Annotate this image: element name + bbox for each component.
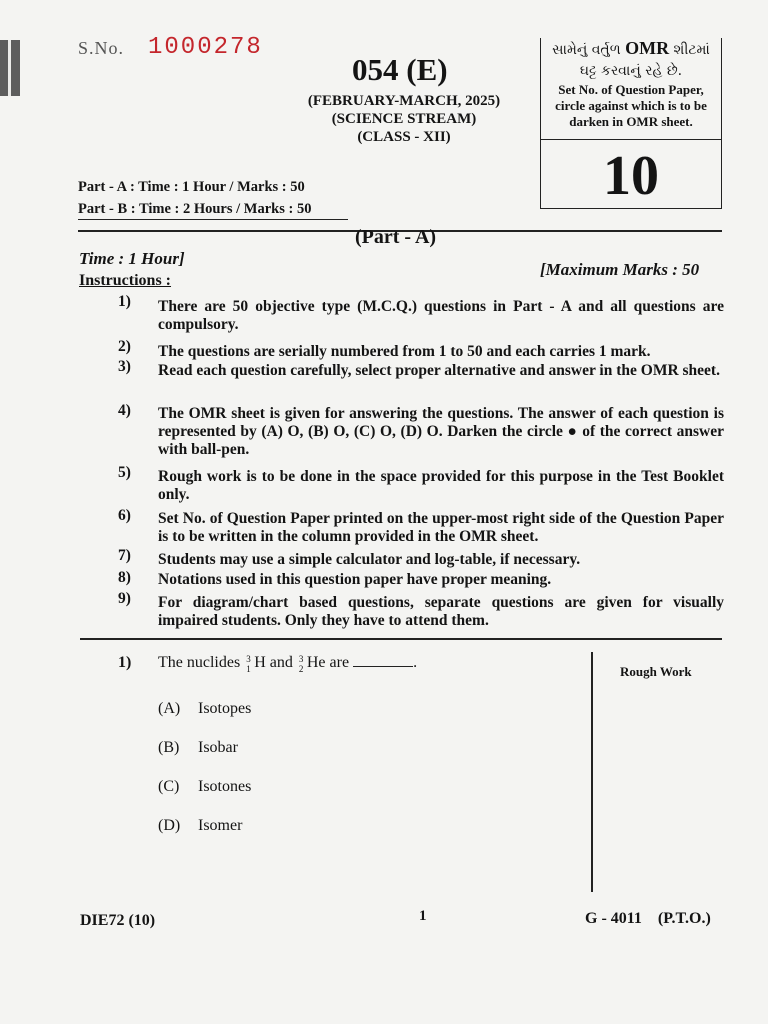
rough-work-label: Rough Work bbox=[620, 664, 692, 679]
gujarati-line2: ઘટ્ટ કરવાનું રહે છે. bbox=[579, 63, 683, 79]
instruction-text: The OMR sheet is given for answering the questions. The answer of each question is represented by (A) O, (B) O, (C) O, (D) O. Darken the circle ● of the correct answer with ball-pen. bbox=[158, 405, 724, 458]
nuclide-2-atomic: 2 bbox=[298, 664, 304, 674]
set-box-gujarati bbox=[541, 38, 721, 82]
seat-number-label: S.No. bbox=[78, 38, 125, 58]
nuclide-2-indices bbox=[297, 656, 307, 672]
option-label: (A) bbox=[158, 700, 181, 717]
gujarati-suffix: શીટમાં bbox=[673, 42, 710, 58]
english-line2: circle against which is to be bbox=[555, 98, 707, 113]
option-text: Isomer bbox=[198, 817, 243, 834]
instructions-heading: Instructions : bbox=[79, 272, 172, 289]
question-number: 1) bbox=[118, 654, 132, 671]
set-box-divider bbox=[541, 139, 721, 140]
instruction-text: Rough work is to be done in the space provided for this purpose in the Test Booklet only. bbox=[158, 468, 724, 503]
part-b-info: Part - B : Time : 2 Hours / Marks : 50 bbox=[78, 201, 312, 217]
nuclide-2-symbol: He bbox=[306, 654, 326, 671]
instruction-text: Set No. of Question Paper printed on the upper-most right side of the Question Paper is to be written in the column provided in the OMR sheet. bbox=[158, 510, 724, 545]
paper-code: 054 (E) bbox=[352, 52, 448, 87]
part-b-underline bbox=[78, 219, 348, 220]
question-text bbox=[158, 654, 417, 672]
question-prefix: The nuclides bbox=[158, 654, 241, 671]
exam-class: (CLASS - XII) bbox=[357, 129, 451, 145]
instruction-text: Read each question carefully, select proper alternative and answer in the OMR sheet. bbox=[158, 362, 720, 379]
nuclide-1-mass: 3 bbox=[246, 654, 251, 664]
instruction-number: 5) bbox=[118, 464, 131, 481]
option-label: (D) bbox=[158, 817, 181, 834]
instruction-number: 6) bbox=[118, 507, 131, 524]
instruction-number: 2) bbox=[118, 338, 131, 355]
option-label: (B) bbox=[158, 739, 180, 756]
exam-session: (FEBRUARY-MARCH, 2025) bbox=[307, 93, 501, 109]
instruction-text: The questions are serially numbered from 1 to 50 and each carries 1 mark. bbox=[158, 343, 651, 360]
instruction-number: 8) bbox=[118, 569, 131, 586]
set-box-english bbox=[541, 82, 721, 130]
instruction-number: 1) bbox=[118, 293, 131, 310]
option-text: Isotopes bbox=[198, 700, 252, 717]
nuclide-1-indices bbox=[244, 656, 254, 672]
set-number: 10 bbox=[603, 145, 659, 207]
nuclide-2-mass: 3 bbox=[298, 654, 304, 664]
section-max-marks: [Maximum Marks : 50 bbox=[540, 260, 700, 279]
section-time: Time : 1 Hour] bbox=[79, 249, 185, 268]
instruction-number: 3) bbox=[118, 358, 131, 375]
nuclide-1-symbol: H bbox=[254, 654, 266, 671]
gujarati-omr: OMR bbox=[625, 38, 670, 58]
question-end: . bbox=[413, 654, 418, 671]
set-number-box bbox=[540, 38, 722, 209]
nuclide-1-atomic: 1 bbox=[246, 664, 251, 674]
footer-code: DIE72 (10) bbox=[80, 912, 156, 929]
instructions-rule bbox=[80, 638, 722, 640]
instruction-text: Notations used in this question paper have proper meaning. bbox=[158, 571, 552, 588]
page-number: 1 bbox=[419, 908, 427, 924]
option-a bbox=[158, 700, 251, 718]
instruction-text: For diagram/chart based questions, separate questions are given for visually impaired students. Only they have to attend them. bbox=[158, 594, 724, 629]
option-text: Isobar bbox=[198, 739, 238, 756]
rough-work-divider bbox=[591, 652, 593, 892]
option-label: (C) bbox=[158, 778, 180, 795]
answer-blank bbox=[353, 654, 413, 667]
exam-stream: (SCIENCE STREAM) bbox=[331, 111, 477, 127]
footer-pto: G - 4011 (P.T.O.) bbox=[585, 910, 711, 927]
section-heading: (Part - A) bbox=[355, 226, 437, 248]
instruction-number: 4) bbox=[118, 402, 131, 419]
binding-mark bbox=[0, 40, 20, 96]
question-suffix: are bbox=[329, 654, 350, 671]
english-line3: darken in OMR sheet. bbox=[569, 114, 693, 129]
question-connector: and bbox=[269, 654, 293, 671]
seat-number: 1000278 bbox=[148, 34, 263, 61]
option-d bbox=[158, 817, 242, 835]
instruction-number: 7) bbox=[118, 547, 131, 564]
instruction-number: 9) bbox=[118, 590, 131, 607]
english-line1: Set No. of Question Paper, bbox=[558, 82, 704, 97]
option-b bbox=[158, 739, 238, 757]
gujarati-prefix: સામેનું વર્તુળ bbox=[552, 42, 621, 58]
instruction-text: Students may use a simple calculator and log-table, if necessary. bbox=[158, 551, 581, 568]
instruction-text: There are 50 objective type (M.C.Q.) questions in Part - A and all questions are compulsory. bbox=[158, 298, 724, 333]
option-text: Isotones bbox=[198, 778, 252, 795]
part-a-info: Part - A : Time : 1 Hour / Marks : 50 bbox=[78, 179, 305, 195]
option-c bbox=[158, 778, 251, 796]
